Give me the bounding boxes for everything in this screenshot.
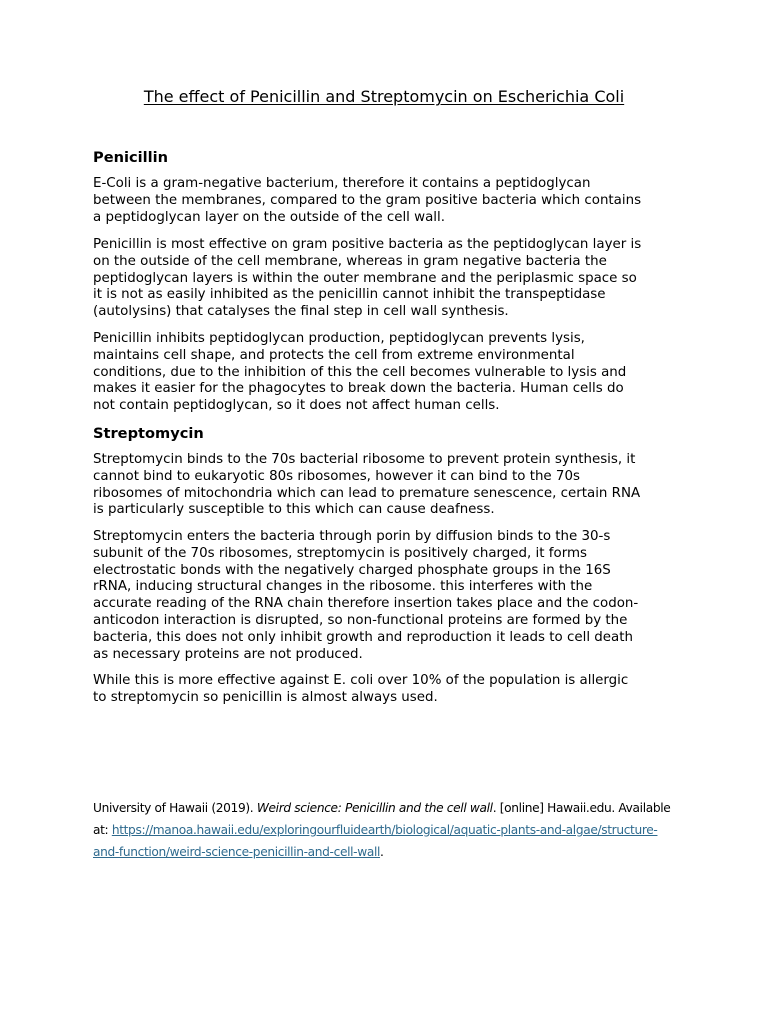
text-line: not contain peptidoglycan, so it does not affect human cells. [93, 398, 500, 414]
text-line: (autolysins) that catalyses the final step in cell wall synthesis. [93, 304, 509, 320]
text-line: E-Coli is a gram-negative bacterium, therefore it contains a peptidoglycan [93, 176, 591, 191]
reference-line [93, 797, 677, 819]
text-line: it is not as easily inhibited as the penicillin cannot inhibit the transpeptidase [93, 287, 606, 303]
text-line: makes it easier for the phagocytes to break down the bacteria. Human cells do [93, 381, 624, 397]
reference-work-title: Weird science: Penicillin and the cell wall [256, 801, 493, 815]
reference-line [93, 819, 677, 841]
text-line: electrostatic bonds with the negatively charged phosphate groups in the 16S [93, 562, 611, 578]
text-line: While this is more effective against E. coli over 10% of the population is allergic [93, 673, 629, 688]
section-heading-penicillin: Penicillin [93, 149, 169, 166]
text-line: anticodon interaction is disrupted, so non-functional proteins are formed by the [93, 612, 628, 628]
reference-url-link-continued[interactable]: and-function/weird-science-penicillin-and-cell-wall [93, 845, 381, 859]
document-title: The effect of Penicillin and Streptomycin on Escherichia Coli [143, 87, 625, 106]
text-line: between the membranes, compared to the gram positive bacteria which contains [93, 192, 642, 208]
text-line: as necessary proteins are not produced. [93, 646, 363, 662]
text-line: conditions, due to the inhibition of this the cell becomes vulnerable to lysis and [93, 364, 627, 380]
text-line: Streptomycin enters the bacteria through porin by diffusion binds to the 30-s [93, 529, 611, 544]
text-line: maintains cell shape, and protects the cell from extreme environmental [93, 347, 575, 363]
text-line: bacteria, this does not only inhibit growth and reproduction it leads to cell death [93, 629, 633, 645]
text-line: rRNA, inducing structural changes in the ribosome. this interferes with the [93, 579, 593, 595]
reference-end-period: . [380, 845, 384, 859]
paragraph [93, 673, 677, 707]
reference-url-link[interactable]: https://manoa.hawaii.edu/exploringourfluidearth/biological/aquatic-plants-and-algae/structure- [111, 823, 658, 837]
text-line: Penicillin is most effective on gram positive bacteria as the peptidoglycan layer is [93, 237, 642, 252]
reference-line [93, 841, 677, 863]
text-line: is particularly susceptible to this which can cause deafness. [93, 502, 495, 518]
text-line: peptidoglycan layers is within the outer membrane and the periplasmic space so [93, 270, 637, 286]
text-line: a peptidoglycan layer on the outside of the cell wall. [93, 209, 446, 225]
reference-available-at: at: [93, 823, 112, 837]
paragraph [93, 176, 677, 226]
paragraph [93, 452, 677, 519]
paragraph [93, 529, 677, 663]
reference-citation [93, 797, 677, 863]
text-line: Penicillin inhibits peptidoglycan production, peptidoglycan prevents lysis, [93, 331, 585, 346]
section-heading-streptomycin: Streptomycin [93, 425, 204, 442]
text-line: ribosomes of mitochondria which can lead to premature senescence, certain RNA [93, 485, 641, 501]
text-line: accurate reading of the RNA chain therefore insertion takes place and the codon- [93, 596, 639, 612]
text-line: cannot bind to eukaryotic 80s ribosomes, however it can bind to the 70s [93, 468, 580, 484]
text-line: on the outside of the cell membrane, whereas in gram negative bacteria the [93, 253, 607, 269]
reference-author-year: University of Hawaii (2019). [93, 801, 257, 815]
text-line: Streptomycin binds to the 70s bacterial ribosome to prevent protein synthesis, it [93, 452, 636, 467]
paragraph [93, 331, 677, 415]
paragraph [93, 237, 677, 321]
text-line: subunit of the 70s ribosomes, streptomycin is positively charged, it forms [93, 545, 587, 561]
text-line: to streptomycin so penicillin is almost always used. [93, 689, 438, 705]
reference-source: . [online] Hawaii.edu. Available [492, 801, 671, 815]
